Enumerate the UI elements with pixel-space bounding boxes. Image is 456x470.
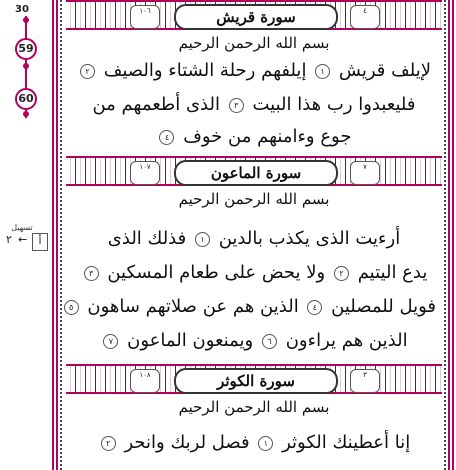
ayah-number: ٣ [229, 98, 244, 113]
tashil-box: أ [32, 233, 48, 251]
sura-order: ١٠٨ [130, 369, 160, 393]
ayah-number: ٥ [64, 300, 79, 315]
ayah-number: ٢ [101, 436, 116, 451]
verse-text: فويل للمصلين [331, 296, 436, 317]
ayah-number: ٤ [159, 130, 174, 145]
ayah-number: ٤ [307, 300, 322, 315]
ayah-number: ٣ [84, 266, 99, 281]
verse-text: الذى أطعمهم من [92, 94, 220, 115]
hizb-badge-top: 59 [15, 38, 37, 60]
verse-text: فليعبدوا رب هذا البيت [252, 94, 416, 115]
verse-line [72, 126, 436, 147]
sura-title: سورة قريش [174, 4, 338, 30]
verse-text: ولا يحض على طعام المسكين [107, 262, 326, 283]
basmala: بسم الله الرحمن الرحيم [178, 34, 330, 52]
ayah-number: ٧ [103, 334, 118, 349]
verse-text: أرءيت الذى يكذب بالدين [218, 228, 401, 249]
sura-ayat-count: ٧ [350, 161, 380, 185]
verse-line [68, 296, 436, 317]
sura-header [66, 156, 442, 186]
ayah-number: ١ [315, 64, 330, 79]
sura-header [66, 0, 442, 30]
verse-text: إيلفهم رحلة الشتاء والصيف [103, 60, 307, 81]
sura-order: ١٠٧ [130, 161, 160, 185]
verse-text: فذلك الذى [107, 228, 187, 249]
verse-text: لإيلف قريش [338, 60, 432, 81]
verse-line [72, 330, 436, 351]
verse-line [72, 94, 436, 115]
arrow-left-icon: ← [18, 233, 28, 246]
ayah-number: ١ [195, 232, 210, 247]
sura-order: ١٠٦ [130, 5, 160, 29]
ayah-number: ٢ [334, 266, 349, 281]
sura-ayat-count: ٤ [350, 5, 380, 29]
ayah-number: ٢ [80, 64, 95, 79]
verse-text: ويمنعون الماعون [127, 330, 254, 351]
sura-title: سورة الماعون [174, 160, 338, 186]
juz-number: 30 [15, 4, 29, 15]
sura-title: سورة الكوثر [174, 368, 338, 394]
basmala: بسم الله الرحمن الرحيم [178, 190, 330, 208]
mushaf-page [52, 0, 454, 470]
sura-header [66, 364, 442, 394]
verse-text: يدع اليتيم [357, 262, 428, 283]
ayah-number: ٦ [262, 334, 277, 349]
tashil-label: تسهيل [11, 223, 33, 232]
hizb-badge-bottom: 60 [15, 88, 37, 110]
basmala: بسم الله الرحمن الرحيم [178, 398, 330, 416]
page-margin [0, 0, 52, 470]
verse-line [72, 432, 436, 453]
ayah-number: ١ [258, 436, 273, 451]
sura-ayat-count: ٣ [350, 369, 380, 393]
verse-text: الذين هم عن صلاتهم ساهون [87, 296, 299, 317]
hizb-indicator [14, 10, 38, 122]
verse-line [72, 262, 436, 283]
verse-text: الذين هم يراءون [285, 330, 408, 351]
tashil-value: ٢ [6, 233, 12, 246]
verse-text: فصل لربك وانحر [124, 432, 250, 453]
verse-text: إنا أعطينك الكوثر [282, 432, 411, 453]
verse-line [72, 60, 436, 81]
verse-text: جوع وءامنهم من خوف [183, 126, 352, 147]
tashil-note [4, 223, 48, 253]
verse-line [72, 228, 436, 249]
